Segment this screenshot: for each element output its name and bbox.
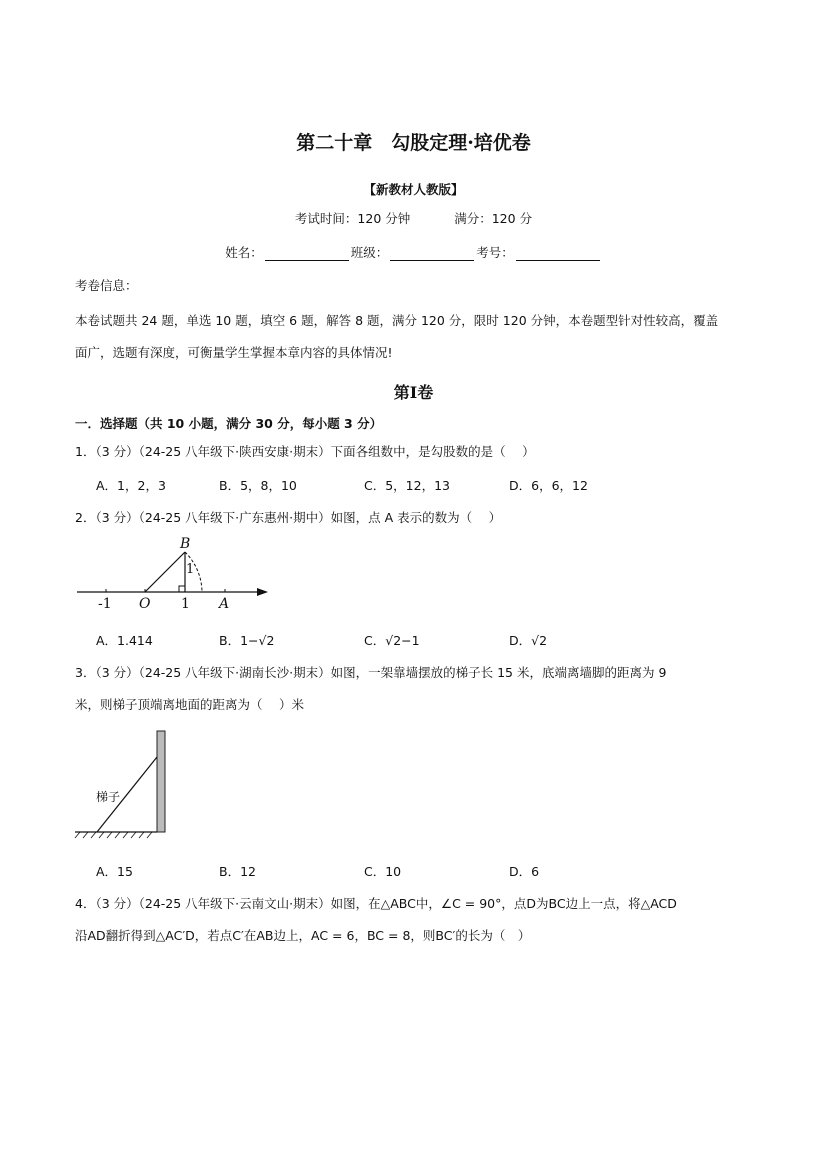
question-1: 1．（3 分）（24-25 八年级下·陕西安康·期末）下面各组数中，是勾股数的是（ ） bbox=[75, 444, 535, 459]
q2-option-d[interactable]: D．√2 bbox=[509, 633, 548, 648]
full-score: 满分：120 分 bbox=[454, 211, 533, 226]
label-side-1: 1 bbox=[186, 562, 195, 577]
q3-option-b[interactable]: B．12 bbox=[219, 864, 256, 879]
q3-option-d[interactable]: D．6 bbox=[509, 864, 540, 879]
label-origin: O bbox=[139, 596, 151, 612]
question-2: 2．（3 分）（24-25 八年级下·广东惠州·期中）如图，点 A 表示的数为（ ） bbox=[75, 510, 502, 525]
q2-option-a[interactable]: A．1.414 bbox=[96, 633, 153, 648]
question-4-cont: 沿AD翻折得到△AC′D，若点C′在AB边上，AC = 6，BC = 8，则BC′的长为（ ） bbox=[75, 928, 531, 943]
section-heading: 一．选择题（共 10 小题，满分 30 分，每小题 3 分） bbox=[75, 416, 383, 431]
q3-option-a[interactable]: A．15 bbox=[96, 864, 133, 879]
info-heading: 考卷信息： bbox=[75, 278, 138, 293]
q2-option-b[interactable]: B．1−√2 bbox=[219, 633, 275, 648]
name-label: 姓名： bbox=[225, 245, 263, 260]
ground-hatching bbox=[75, 832, 152, 838]
q3-option-c[interactable]: C．10 bbox=[364, 864, 402, 879]
id-label: 考号： bbox=[476, 245, 514, 260]
q1-option-d[interactable]: D．6，6，12 bbox=[509, 478, 588, 493]
info-line-1: 本卷试题共 24 题，单选 10 题，填空 6 题，解答 8 题，满分 120 分，限时 120 分钟，本卷题型针对性较高，覆盖 bbox=[75, 313, 719, 328]
question-4: 4．（3 分）（24-25 八年级下·云南文山·期末）如图，在△ABC中，∠C = 90°，点D为BC边上一点，将△ACD bbox=[75, 896, 677, 911]
label-minus-one: -1 bbox=[98, 596, 112, 612]
exam-time: 考试时间：120 分钟 bbox=[294, 211, 411, 226]
question-3: 3．（3 分）（24-25 八年级下·湖南长沙·期末）如图，一架靠墙摆放的梯子长 15 米，底端离墙脚的距离为 9 bbox=[75, 665, 667, 680]
wall bbox=[157, 731, 165, 832]
q1-option-c[interactable]: C．5，12，13 bbox=[364, 478, 450, 493]
page-title: 第二十章 勾股定理·培优卷 bbox=[296, 132, 531, 154]
ladder-figure bbox=[75, 731, 165, 838]
label-a: A bbox=[219, 596, 230, 612]
q1-option-a[interactable]: A．1，2，3 bbox=[96, 478, 166, 493]
q1-option-b[interactable]: B．5，8，10 bbox=[219, 478, 297, 493]
label-b: B bbox=[180, 536, 191, 552]
question-3-cont: 米，则梯子顶端离地面的距离为（ ）米 bbox=[75, 697, 304, 712]
volume-title: 第Ⅰ卷 bbox=[393, 383, 434, 402]
edition-label: 【新教材人教版】 bbox=[363, 182, 464, 197]
label-ladder: 梯子 bbox=[96, 790, 121, 804]
q2-option-c[interactable]: C．√2−1 bbox=[364, 633, 420, 648]
class-label: 班级： bbox=[350, 245, 389, 260]
axis-arrow-icon bbox=[257, 588, 268, 596]
number-line-figure bbox=[77, 552, 268, 596]
info-line-2: 面广，选题有深度，可衡量学生掌握本章内容的具体情况! bbox=[75, 345, 393, 360]
label-one: 1 bbox=[181, 596, 190, 612]
right-angle-mark bbox=[179, 586, 185, 592]
